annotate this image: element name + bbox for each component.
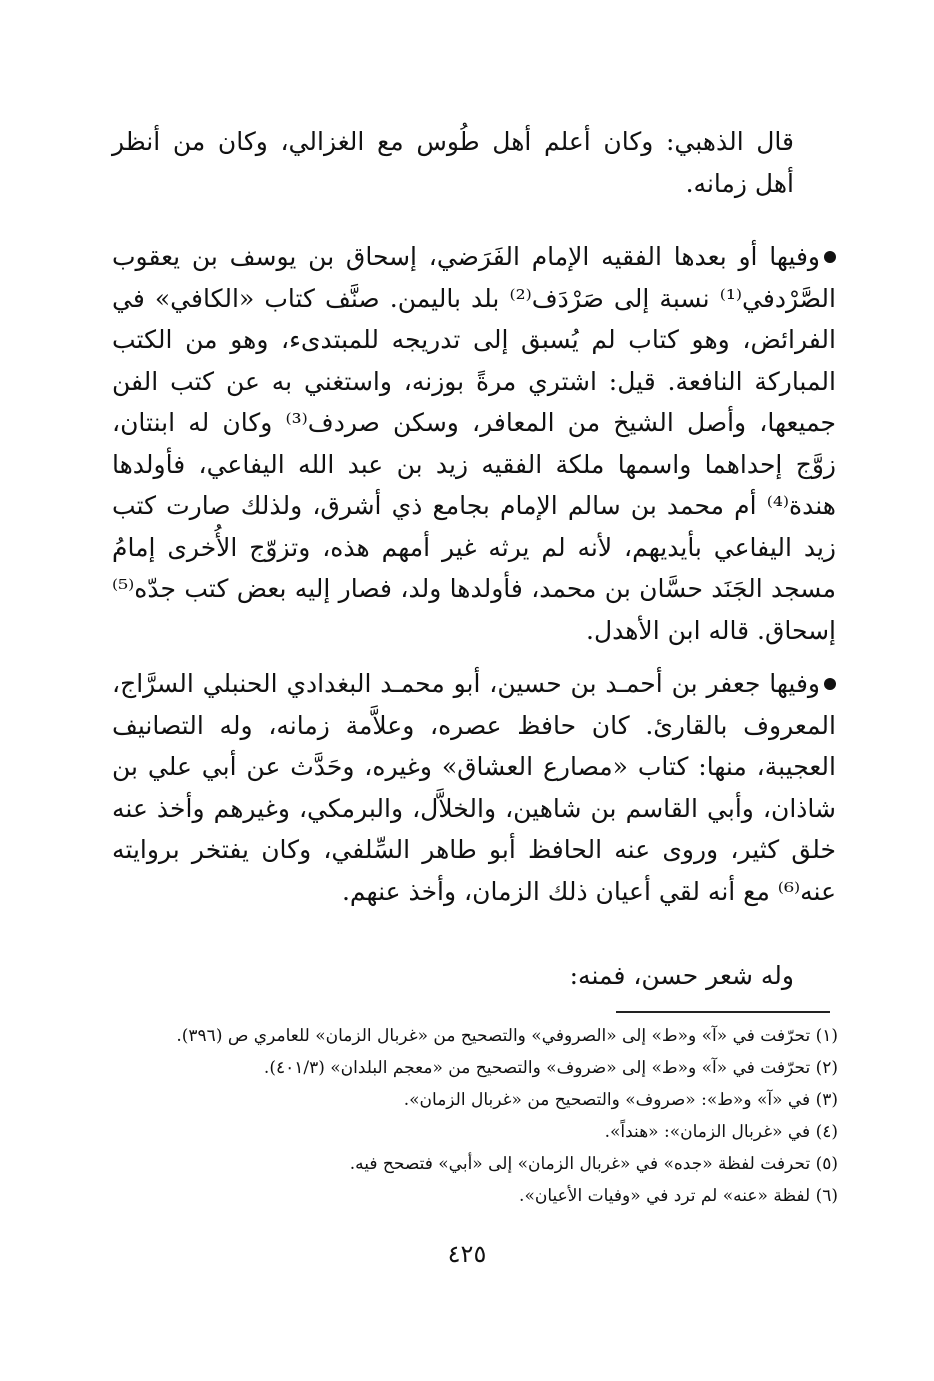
- paragraph-ishaq-entry: [112, 236, 836, 651]
- paragraph-poetry-intro: [112, 955, 836, 997]
- paragraph-text: وفيها أو بعدها الفقيه الإمام الفَرَضي، إسحاق بن يوسف بن يعقوب الصَّرْدفي⁽¹⁾ نسبة إلى صَرْدَف⁽²⁾ بلد باليمن. صنَّف كتاب «الكافي» في الفرائض، وهو كتاب لم يُسبق إلى تدريجه للمبتدىء، وهو من الكتب المباركة النافعة. قيل: اشتري مرةً بوزنه، واستغني به عن كتب الفن جميعها، وأصل الشيخ من المعافر، وسكن صردف⁽³⁾ وكان له ابنتان، زوَّج إحداهما واسمها ملكة الفقيه زيد بن عبد الله اليفاعي، فأولدها هندة⁽⁴⁾ أم محمد بن سالم الإمام بجامع ذي أشرق، ولذلك صارت كتب زيد اليفاعي بأيديهم، لأنه لم يرثه غير أمهم هذه، وتزوّج الأُخرى إمامُ مسجد الجَنَد حسَّان بن محمد، فأولدها ولد، فصار إليه بعض كتب جدّه⁽⁵⁾ إسحاق. قاله ابن الأهدل.: [112, 242, 836, 645]
- footnote-3: (٣) في «آ» و«ط»: «صروف» والتصحيح من «غربال الزمان».: [403, 1090, 838, 1110]
- footnote-1: (١) تحرّفت في «آ» و«ط» إلى «الصروفي» والتصحيح من «غربال الزمان» للعامري ص (٣٩٦).: [176, 1026, 838, 1046]
- footnote-4: (٤) في «غربال الزمان»: «هنداً».: [604, 1122, 838, 1142]
- paragraph-body: [112, 236, 836, 651]
- footnotes: [112, 1020, 838, 1212]
- footnote-6: (٦) لفظة «عنه» لم ترد في «وفيات الأعيان».: [519, 1186, 838, 1206]
- page-number: ٤٢٥: [447, 1240, 487, 1268]
- paragraph-text: قال الذهبي: وكان أعلم أهل طُوس مع الغزالي، وكان من أنظر أهل زمانه.: [112, 127, 795, 198]
- footnote-separator: [616, 1011, 830, 1013]
- footnote-2: (٢) تحرّفت في «آ» و«ط» إلى «ضروف» والتصحيح من «معجم البلدان» (٤٠١/٣).: [263, 1058, 838, 1078]
- paragraph-text: وفيها جعفر بن أحمـد بن حسين، أبو محمـد البغدادي الحنبلي السرَّاج، المعروف بالقارئ. كان حافظ عصره، وعلاَّمة زمانه، وله التصانيف العجيبة، منها: كتاب «مصارع العشاق» وغيره، وحَدَّث عن أبي علي بن شاذان، وأبي القاسم بن شاهين، والخلاَّل، والبرمكي، وغيرهم وأخذ عنه خلق كثير، وروى عنه الحافظ أبو طاهر السِّلفي، وكان يفتخر بروايته عنه⁽⁶⁾ مع أنه لقي أعيان ذلك الزمان، وأخذ عنهم.: [112, 669, 836, 906]
- footnote-5: (٥) تحرفت لفظة «جده» في «غربال الزمان» إلى «أبي» فتصحح فيه.: [349, 1154, 838, 1174]
- paragraph-body: [112, 663, 836, 912]
- paragraph-text: وله شعر حسن، فمنه:: [569, 961, 794, 990]
- bullet-icon: [824, 678, 836, 690]
- bullet-icon: [824, 251, 836, 263]
- paragraph-dhahabi-quote: [112, 121, 836, 204]
- paragraph-jafar-entry: [112, 663, 836, 912]
